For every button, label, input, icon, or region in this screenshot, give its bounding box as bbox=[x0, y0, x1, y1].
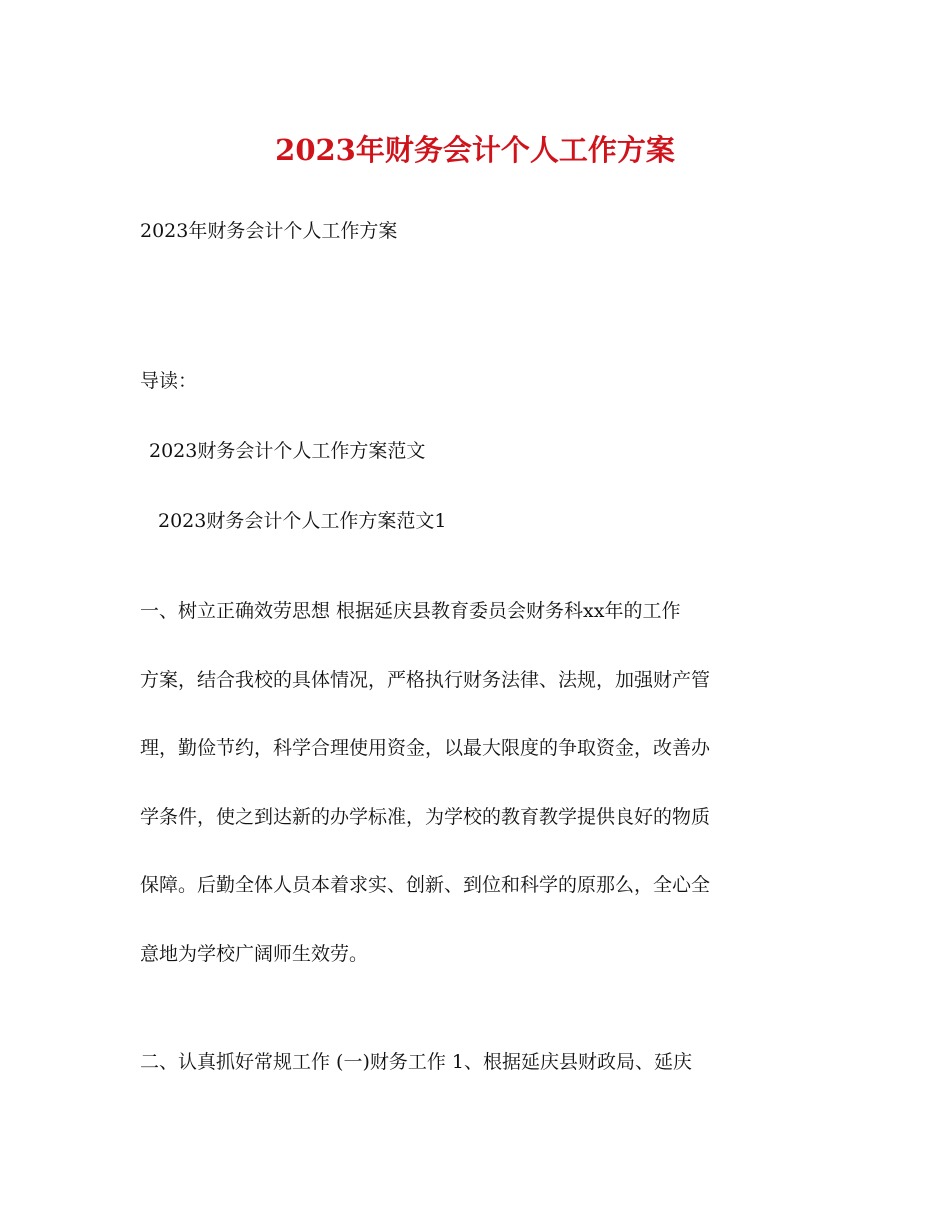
document-subtitle: 2023年财务会计个人工作方案 bbox=[140, 220, 398, 242]
paragraph-line: 二、认真抓好常规工作 (一)财务工作 1、根据延庆县财政局、延庆 bbox=[140, 1051, 692, 1073]
sample-heading: 2023财务会计个人工作方案范文1 bbox=[158, 510, 447, 532]
paragraph-line: 理，勤俭节约，科学合理使用资金，以最大限度的争取资金，改善办 bbox=[140, 737, 711, 759]
paragraph-line: 一、树立正确效劳思想 根据延庆县教育委员会财务科xx年的工作 bbox=[140, 600, 681, 622]
paragraph-service-thinking bbox=[140, 577, 820, 988]
document-title: 2023年财务会计个人工作方案 bbox=[275, 133, 675, 167]
intro-label: 导读： bbox=[140, 370, 198, 392]
paragraph-line: 保障。后勤全体人员本着求实、创新、到位和科学的原那么，全心全 bbox=[140, 874, 711, 896]
paragraph-line: 方案，结合我校的具体情况，严格执行财务法律、法规，加强财产管 bbox=[140, 668, 711, 691]
paragraph-line: 意地为学校广阔师生效劳。 bbox=[140, 942, 369, 965]
paragraph-routine-work bbox=[140, 1028, 820, 1097]
intro-heading: 2023财务会计个人工作方案范文 bbox=[149, 440, 426, 462]
paragraph-line: 学条件，使之到达新的办学标准，为学校的教育教学提供良好的物质 bbox=[140, 805, 711, 828]
